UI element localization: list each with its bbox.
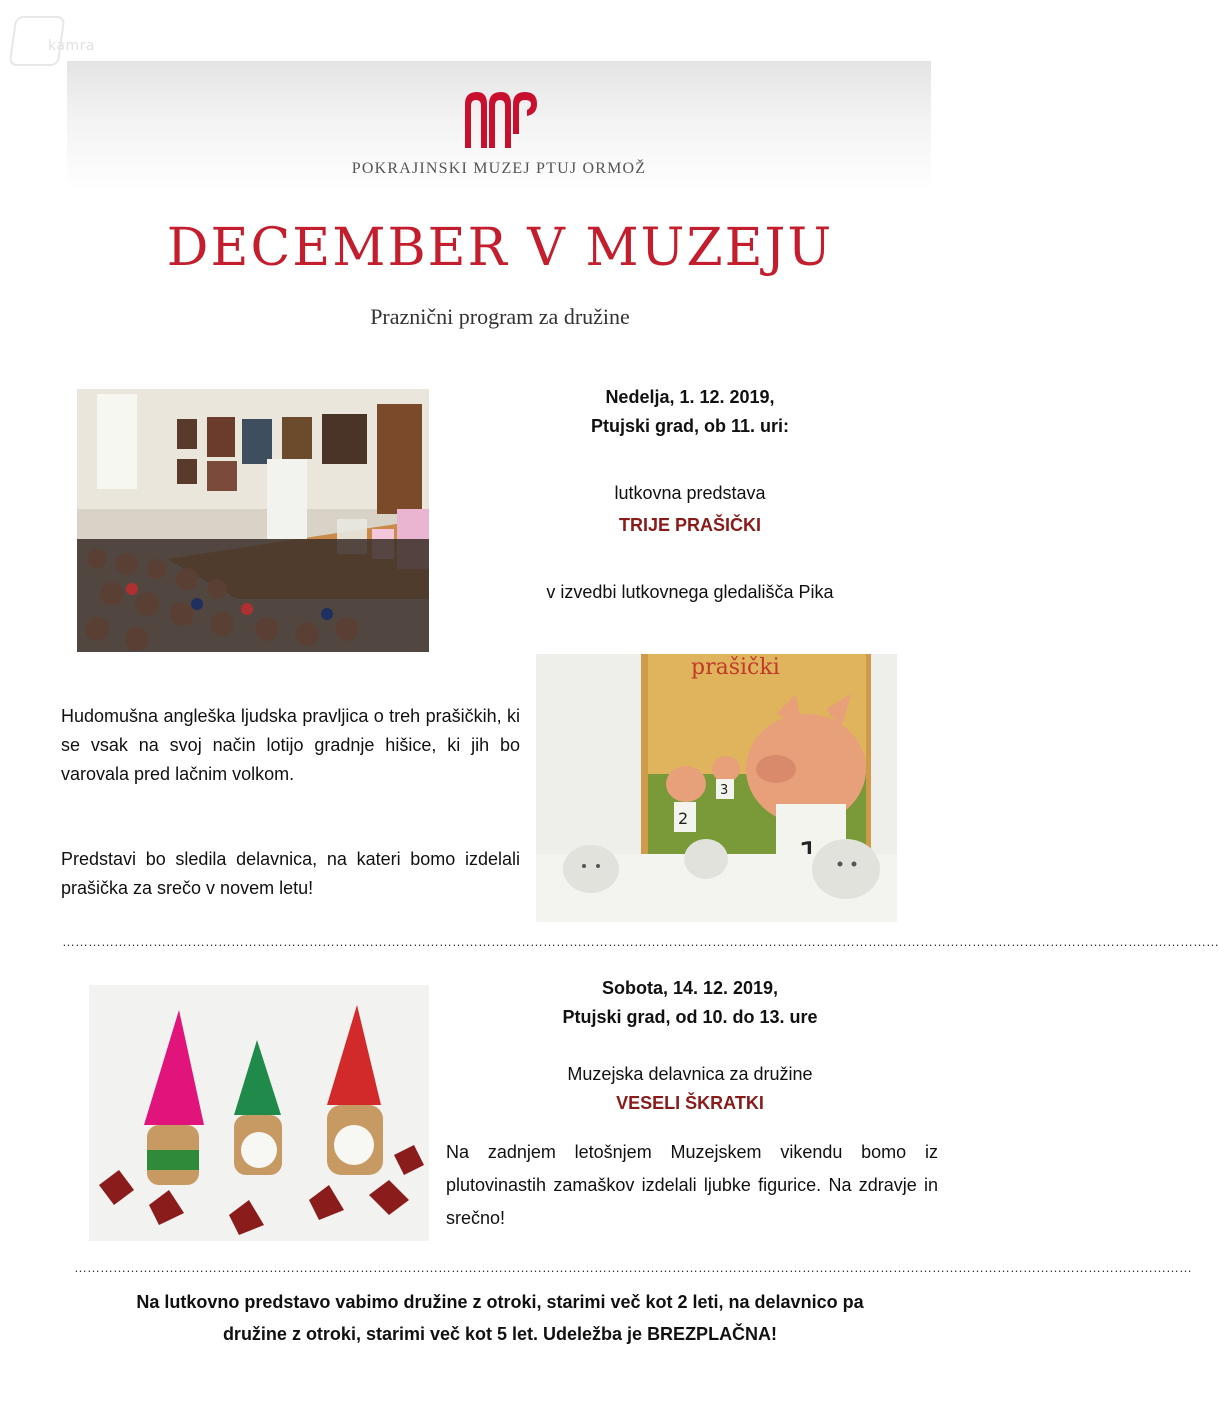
- page-title: DECEMBER V MUZEJU: [166, 218, 834, 278]
- event2-date: Sobota, 14. 12. 2019,: [601, 978, 779, 998]
- event1-description: Hudomušna angleška ljudska pravljica o treh prašičkih, ki se vsak na svoj način lotijo gradnje hišice, ki jih bo varovala pred lačnim volkom.: [61, 706, 520, 784]
- pig-number-3: 3: [720, 783, 729, 798]
- event1-place: Ptujski grad, ob 11. uri:: [590, 416, 790, 436]
- event1-date: Nedelja, 1. 12. 2019,: [605, 387, 775, 407]
- museum-logo-icon: [463, 90, 539, 152]
- event2-description: Na zadnjem letošnjem Muzejskem vikendu bomo iz plutovinastih zamaškov izdelali ljubke figurice. Na zdravje in srečno!: [446, 1142, 938, 1228]
- museum-name: POKRAJINSKI MUZEJ PTUJ ORMOŽ: [351, 160, 647, 177]
- event1-name: TRIJE PRAŠIČKI: [618, 515, 762, 535]
- footer-line-1: Na lutkovno predstavo vabimo družine z otroki, starimi več kot 2 leti, na delavnico pa: [136, 1292, 864, 1312]
- watermark-logo: [8, 10, 118, 60]
- event1-workshop: Predstavi bo sledila delavnica, na kateri bomo izdelali prašička za srečo v novem letu!: [61, 849, 520, 898]
- event2-type: Muzejska delavnica za družine: [567, 1064, 813, 1084]
- event2-name: VESELI ŠKRATKI: [616, 1093, 764, 1113]
- gnomes-photo: [89, 985, 429, 1241]
- pig-number-2: 2: [678, 809, 689, 828]
- book-title: prašički: [691, 655, 780, 680]
- pigs-book-photo: [536, 654, 897, 922]
- footer-line-2: družine z otroki, starimi več kot 5 let. Udeležba je BREZPLAČNA!: [222, 1324, 778, 1344]
- separator-dots: ……………………………………………………………………………………………………………………………………………………………………………………………………………………………………: [74, 1260, 1192, 1275]
- page-subtitle: Praznični program za družine: [370, 304, 630, 329]
- event1-performer: v izvedbi lutkovnega gledališča Pika: [546, 582, 834, 602]
- watermark-text: kamra: [48, 38, 95, 54]
- event1-type: lutkovna predstava: [614, 483, 766, 503]
- event2-place: Ptujski grad, od 10. do 13. ure: [562, 1007, 818, 1027]
- puppet-show-photo: [77, 389, 429, 652]
- separator-dots: ……………………………………………………………………………………………………………………………………………………………………………………………………………………………………………: [62, 934, 1219, 949]
